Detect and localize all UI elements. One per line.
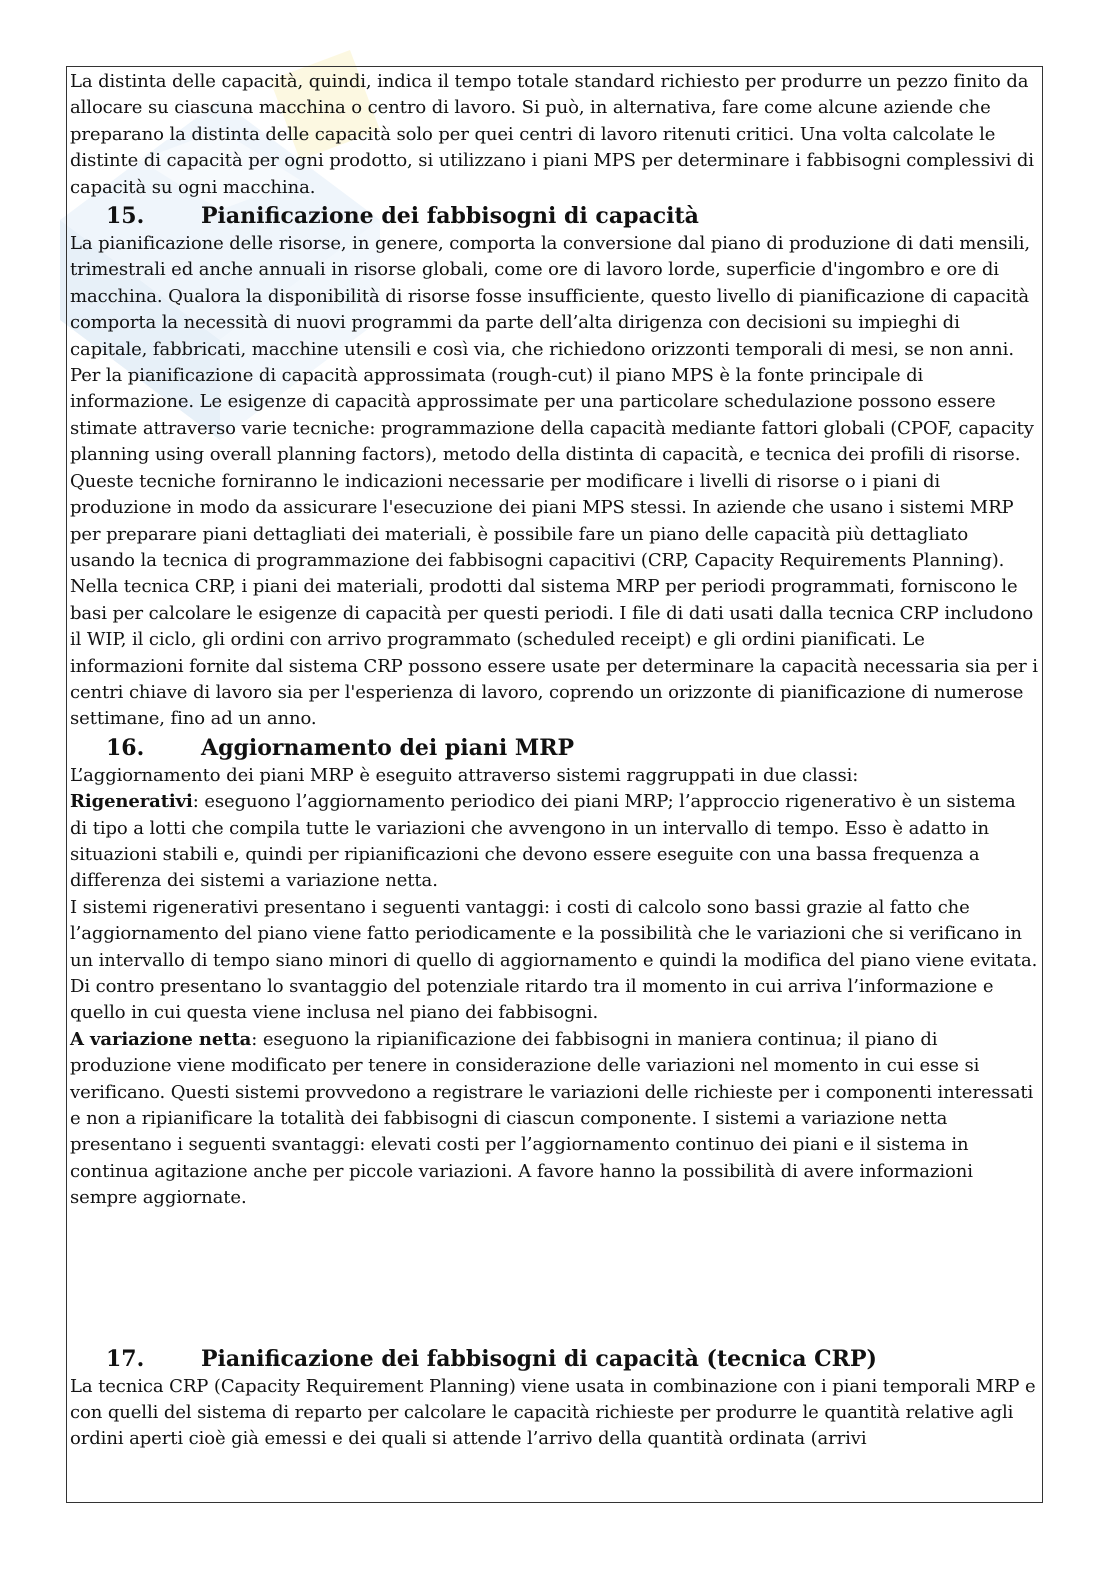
blank-space <box>70 1212 1038 1344</box>
rigenerativi-text: : eseguono l’aggiornamento periodico dei piani MRP; l’approccio rigenerativo è un sistema di tipo a lotti che compila tutte le variazioni che avvengono in un intervallo di tempo. Esso è adatto in situazioni stabili e, quindi per ripianificazioni che devono essere eseguite con una bassa frequenza a differenza dei sistemi a variazione netta. <box>70 791 1016 892</box>
variazione-netta-paragraph <box>70 1027 1038 1212</box>
rigenerativi-label: Rigenerativi <box>70 791 193 813</box>
section-heading-15 <box>70 201 1038 231</box>
section-title: Aggiornamento dei piani MRP <box>201 734 575 761</box>
intro-paragraph: La distinta delle capacità, quindi, indica il tempo totale standard richiesto per produrre un pezzo finito da allocare su ciascuna macchina o centro di lavoro. Si può, in alternativa, fare come alcune aziende che preparano la distinta delle capacità solo per quei centri di lavoro ritenuti critici. Una volta calcolate le distinte di capacità per ogni prodotto, si utilizzano i piani MPS per determinare i fabbisogni complessivi di capacità su ogni macchina. <box>70 71 1034 198</box>
section-title: Pianificazione dei fabbisogni di capacità <box>201 203 699 230</box>
section-number: 17. <box>106 1345 145 1372</box>
rigenerativi-paragraph <box>70 789 1038 895</box>
section-number: 16. <box>106 734 145 761</box>
section-16-lead: L’aggiornamento dei piani MRP è eseguito attraverso sistemi raggruppati in due classi: <box>70 764 859 786</box>
vantaggi-paragraph: I sistemi rigenerativi presentano i seguenti vantaggi: i costi di calcolo sono bassi grazie al fatto che l’aggiornamento del piano viene fatto periodicamente e la possibilità che le variazioni che si verificano in un intervallo di tempo siano minori di quello di aggiornamento e quindi la modifica del piano viene evitata. Di contro presentano lo svantaggio del potenziale ritardo tra il momento in cui arriva l’informazione e quello in cui questa viene inclusa nel piano dei fabbisogni. <box>70 896 1038 1024</box>
variazione-netta-label: A variazione netta <box>70 1028 252 1050</box>
document-frame <box>66 66 1043 1503</box>
variazione-netta-text: : eseguono la ripianificazione dei fabbisogni in maniera continua; il piano di produzione viene modificato per tenere in considerazione delle variazioni nel momento in cui esse si verificano. Questi sistemi provvedono a registrare le variazioni delle richieste per i componenti interessati e non a ripianificare la totalità dei fabbisogni di ciascun componente. I sistemi a variazione netta presentano i seguenti svantaggi: elevati costi per l’aggiornamento continuo dei piani e il sistema in continua agitazione anche per piccole variazioni. A favore hanno la possibilità di avere informazioni sempre aggiornate. <box>70 1028 1034 1209</box>
section-heading-17 <box>70 1344 1038 1374</box>
section-15-paragraph: La pianificazione delle risorse, in genere, comporta la conversione dal piano di produzione di dati mensili, trimestrali ed anche annuali in risorse globali, come ore di lavoro lorde, superficie d'ingombro e ore di macchina. Qualora la disponibilità di risorse fosse insufficiente, questo livello di pianificazione di capacità comporta la necessità di nuovi programmi da parte dell’alta dirigenza con decisioni su impieghi di capitale, fabbricati, macchine utensili e così via, che richiedono orizzonti temporali di mesi, se non anni. Per la pianificazione di capacità approssimata (rough-cut) il piano MPS è la fonte principale di informazione. Le esigenze di capacità approssimate per una particolare schedulazione possono essere stimate attraverso varie tecniche: programmazione della capacità mediante fattori globali (CPOF, capacity planning using overall planning factors), metodo della distinta di capacità, e tecnica dei profili di risorse. Queste tecniche forniranno le indicazioni necessarie per modificare i livelli di risorse o i piani di produzione in modo da assicurare l'esecuzione dei piani MPS stessi. In aziende che usano i sistemi MRP per preparare piani dettagliati dei materiali, è possibile fare un piano delle capacità più dettagliato usando la tecnica di programmazione dei fabbisogni capacitivi (CRP, Capacity Requirements Planning). Nella tecnica CRP, i piani dei materiali, prodotti dal sistema MRP per periodi programmati, forniscono le basi per calcolare le esigenze di capacità per questi periodi. I file di dati usati dalla tecnica CRP includono il WIP, il ciclo, gli ordini con arrivo programmato (scheduled receipt) e gli ordini pianificati. Le informazioni fornite dal sistema CRP possono essere usate per determinare la capacità necessaria sia per i centri chiave di lavoro sia per l'esperienza di lavoro, coprendo un orizzonte di pianificazione di numerose settimane, fino ad un anno. <box>70 233 1038 730</box>
section-number: 15. <box>106 203 145 230</box>
section-17-paragraph: La tecnica CRP (Capacity Requirement Planning) viene usata in combinazione con i piani temporali MRP e con quelli del sistema di reparto per calcolare le capacità richieste per produrre le quantità relative agli ordini aperti cioè già emessi e dei quali si attende l’arrivo della quantità ordinata (arrivi <box>70 1375 1036 1450</box>
section-title: Pianificazione dei fabbisogni di capacità (tecnica CRP) <box>201 1345 877 1372</box>
section-heading-16 <box>70 733 1038 763</box>
